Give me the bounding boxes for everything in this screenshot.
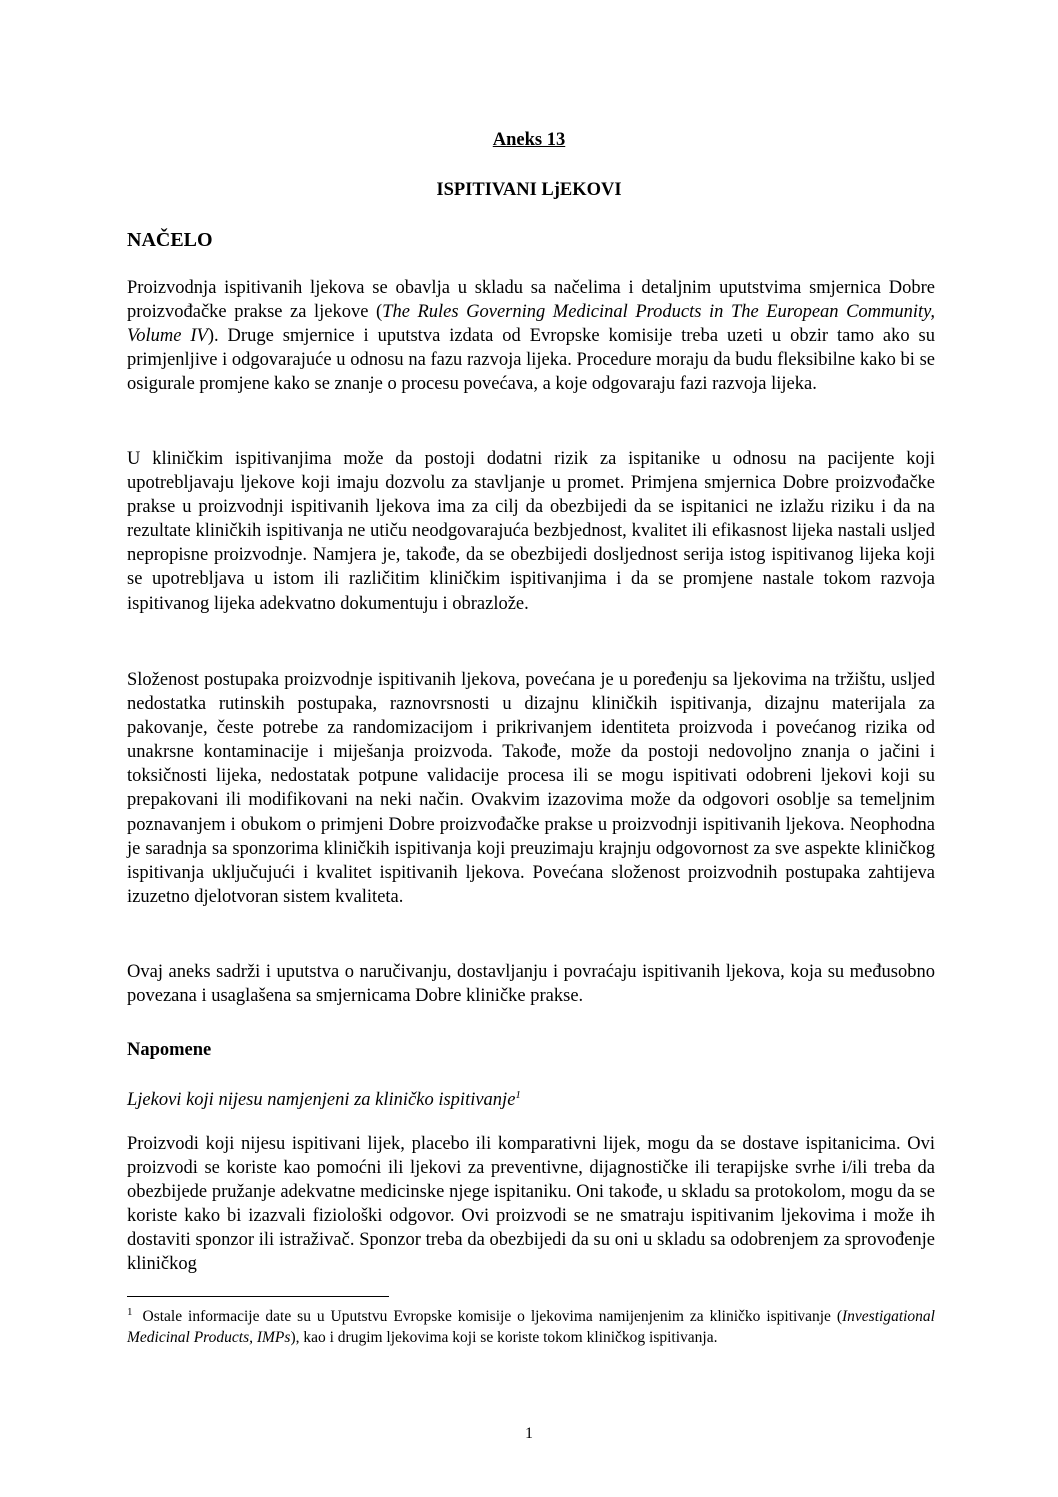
annex-title: Aneks 13 [492, 130, 566, 150]
notes-subheading [127, 1088, 521, 1112]
notes-heading: Napomene [127, 1040, 212, 1060]
paragraph-principle-3: Složenost postupaka proizvodnje ispitivanih ljekova, povećana je u poređenju sa ljekovima na tržištu, usljed nedostatka rutinskih postupaka, raznovrsnosti u dizajnu kliničkih ispitivanja, dizajnu materijala za pakovanje, česte potrebe za randomizacijom i prikrivanjem identiteta proizvoda i povećanog rizika od unakrsne kontaminacije i miješanja proizvoda. Takođe, može da postoji nedovoljno znanja o jačini i toksičnosti lijeka, nedostatak potpune validacije procesa ili se mogu ispitivati odobreni ljekovi koji su prepakovani ili modifikovani na neki način. Ovakvim izazovima može da odgovori osoblje sa temeljnim poznavanjem i obukom o primjeni Dobre proizvođačke prakse u proizvodnji ispitivanih ljekova. Neophodna je saradnja sa sponzorima kliničkih ispitivanja koji preuzimaju krajnju odgovornost za sve aspekte kliničkog ispitivanja uključujući i kvalitet ispitivanih ljekova. Povećana složenost proizvodnih postupaka zahtijeva izuzetno djelotvoran sistem kvaliteta. [127, 670, 935, 907]
paragraph-text: Proizvodnja ispitivanih ljekova se obavlja u skladu sa načelima i detaljnim uputstvima smjernica Dobre proizvođačke prakse za ljekove ( [127, 278, 935, 323]
document-title: ISPITIVANI LjEKOVI [436, 180, 622, 200]
paragraph-notes-1: Proizvodi koji nijesu ispitivani lijek, placebo ili komparativni lijek, mogu da se dostave ispitanicima. Ovi proizvodi se koriste kao pomoćni ili ljekovi za preventivne, dijagnostičke ili terapijske svrhe i/ili treba da obezbijede pružanje adekvatne medicinske njege ispitaniku. Oni takođe, u skladu sa protokolom, mogu da se koriste kako bi izazvali fiziološki odgovor. Ovi proizvodi se ne smatraju ispitivanim ljekovima i može ih dostaviti sponzor ili istraživač. Sponzor treba da obezbijedi da su oni u skladu sa odobrenjem za sprovođenje kliničkog [127, 1134, 935, 1275]
footnote-divider [127, 1296, 389, 1297]
footnote-number: 1 [127, 1305, 133, 1318]
principle-heading: NAČELO [127, 229, 213, 251]
paragraph-text: ). Druge smjernice i uputstva izdata od Evropske komisije treba uzeti u obzir tamo ako su primjenljive i odgovarajuće u odnosu na fazu razvoja lijeka. Procedure moraju da budu fleksibilne kako bi se osigurale promjene kako se znanje o procesu povećava, a koje odgovaraju fazi razvoja lijeka. [127, 326, 935, 395]
paragraph-principle-2: U kliničkim ispitivanjima može da postoji dodatni rizik za ispitanike u odnosu na pacijente koji upotrebljavaju ljekove koji imaju dozvolu za stavljanje u promet. Primjena smjernica Dobre proizvođačke prakse u proizvodnji ispitivanih ljekova ima za cilj da obezbijedi da se ispitanici ne izlažu riziku i da na rezultate kliničkih ispitivanja ne utiču neodgovarajuća bezbjednost, kvalitet ili efikasnost lijeka nastali usljed nepropisne proizvodnje. Namjera je, takođe, da se obezbijedi dosljednost serija istog ispitivanog lijeka koji se upotrebljava u istom ili različitim kliničkim ispitivanjima i da se promjene nastale tokom razvoja ispitivanog lijeka adekvatno dokumentuju i obrazlože. [127, 449, 935, 614]
footnote [127, 1306, 935, 1348]
footnote-text: ), kao i drugim ljekovima koji se koriste tokom kliničkog ispitivanja. [290, 1329, 718, 1346]
footnote-italic-text: Investigational Medicinal Products, IMPs [127, 1308, 935, 1346]
subheading-text: Ljekovi koji nijesu namjenjeni za kliničko ispitivanje [127, 1090, 516, 1110]
page-number: 1 [525, 1425, 533, 1442]
footnote-reference: 1 [515, 1088, 521, 1101]
paragraph-italic-reference: The Rules Governing Medicinal Products in The European Community, Volume IV [127, 302, 935, 347]
paragraph-principle-4: Ovaj aneks sadrži i uputstva o naručivanju, dostavljanju i povraćaju ispitivanih ljekova, koja su međusobno povezana i usaglašena sa smjernicama Dobre kliničke prakse. [127, 962, 935, 1007]
paragraph-principle-1 [127, 276, 935, 396]
footnote-text: Ostale informacije date su u Uputstvu Evropske komisije o ljekovima namijenjenim za kliničko ispitivanje ( [142, 1308, 842, 1325]
